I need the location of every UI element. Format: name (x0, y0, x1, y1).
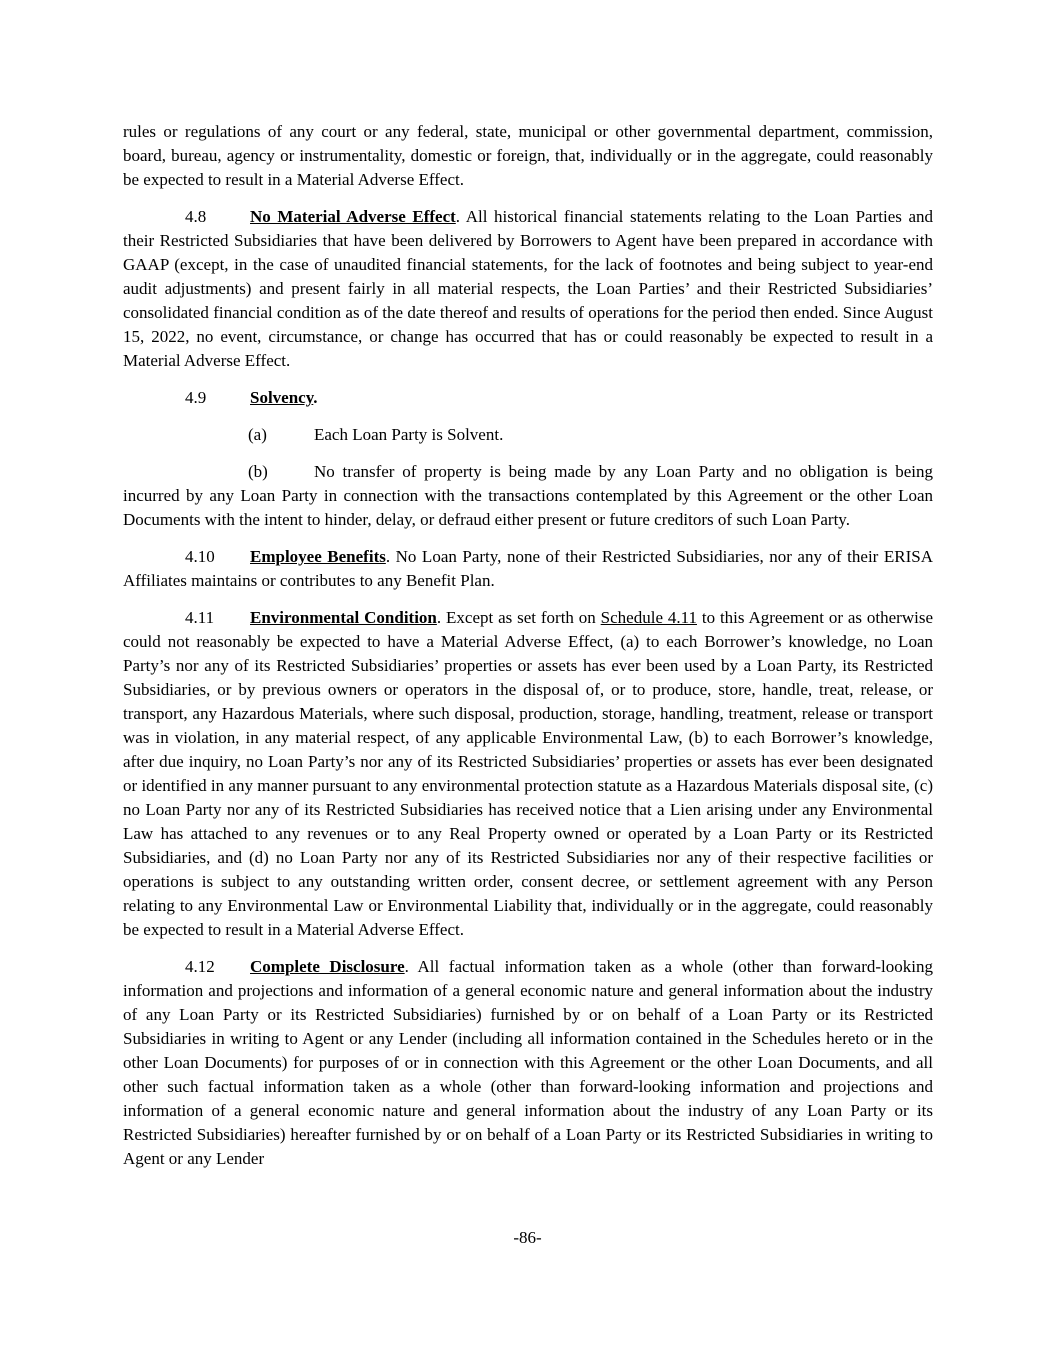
section-4-8 (123, 205, 933, 373)
section-4-12 (123, 955, 933, 1171)
section-number: 4.8 (185, 207, 207, 226)
section-number: 4.12 (185, 957, 215, 976)
subsection-text: Each Loan Party is Solvent. (314, 425, 504, 444)
section-4-10 (123, 545, 933, 593)
paragraph-continuation (123, 120, 933, 192)
section-heading: Employee Benefits (250, 547, 386, 566)
page-content (123, 120, 933, 1184)
subsection-a (123, 423, 933, 447)
section-heading-period: . (313, 388, 318, 407)
section-number: 4.9 (185, 388, 207, 407)
section-heading: No Material Adverse Effect (250, 207, 456, 226)
section-number: 4.11 (185, 608, 215, 627)
paragraph-text: rules or regulations of any court or any federal, state, municipal or other governmental department, commission, board, bureau, agency or instrumentality, domestic or foreign, that, individually or in the aggregate, could reasonably be expected to result in a Material Adverse Effect. (123, 122, 933, 189)
section-4-11 (123, 606, 933, 942)
subsection-label: (b) (248, 462, 268, 481)
section-4-9 (123, 386, 933, 410)
section-body: . All factual information taken as a whole (other than forward-looking information and projections and information of a general economic nature and general information about the industry of any Loan Party or its Restricted Subsidiaries) furnished by or on behalf of a Loan Party or its Restricted Subsidiaries in writing to Agent or any Lender (including all information contained in the Schedules hereto or in the other Loan Documents) for purposes of or in connection with this Agreement or the other Loan Documents, and all other such factual information taken as a whole (other than forward-looking information and projections and information of a general economic nature and general information about the industry of any Loan Party or its Restricted Subsidiaries) hereafter furnished by or on behalf of a Loan Party or its Restricted Subsidiaries in writing to Agent or any Lender (123, 957, 933, 1168)
section-body: . All historical financial statements relating to the Loan Parties and their Restricted Subsidiaries that have been delivered by Borrowers to Agent have been prepared in accordance with GAAP (except, in the case of unaudited financial statements, for the lack of footnotes and being subject to year-end audit adjustments) and present fairly in all material respects, the Loan Parties’ and their Restricted Subsidiaries’ consolidated financial condition as of the date thereof and results of operations for the period then ended. Since August 15, 2022, no event, circumstance, or change has occurred that has or could reasonably be expected to result in a Material Adverse Effect. (123, 207, 933, 370)
section-heading: Solvency (250, 388, 314, 407)
subsection-label: (a) (248, 425, 267, 444)
subsection-text: No transfer of property is being made by any Loan Party and no obligation is being incurred by any Loan Party in connection with the transactions contemplated by this Agreement or the other Loan Documents with the intent to hinder, delay, or defraud either present or future creditors of such Loan Party. (123, 462, 933, 529)
section-body-before-link: . Except as set forth on (436, 608, 601, 627)
section-number: 4.10 (185, 547, 215, 566)
section-heading: Environmental Condition (250, 608, 437, 627)
section-body: . No Loan Party, none of their Restricted Subsidiaries, nor any of their ERISA Affiliates maintains or contributes to any Benefit Plan. (123, 547, 933, 590)
section-body-after-link: to this Agreement or as otherwise could not reasonably be expected to have a Material Adverse Effect, (a) to each Borrower’s knowledge, no Loan Party’s nor any of its Restricted Subsidiaries’ properties or assets has ever been used by a Loan Party, its Restricted Subsidiaries, or by previous owners or operators in the disposal of, or to produce, store, handle, treat, release, or transport, any Hazardous Materials, where such disposal, production, storage, handling, treatment, release or transport was in violation, in any material respect, of any applicable Environmental Law, (b) to each Borrower’s knowledge, after due inquiry, no Loan Party’s nor any of its Restricted Subsidiaries’ properties or assets has ever been designated or identified in any manner pursuant to any environmental protection statute as a Hazardous Materials disposal site, (c) no Loan Party nor any of its Restricted Subsidiaries has received notice that a Lien arising under any Environmental Law has attached to any revenues or to any Real Property owned or operated by a Loan Party or its Restricted Subsidiaries, and (d) no Loan Party nor any of its Restricted Subsidiaries nor any of their respective facilities or operations is subject to any outstanding written order, consent decree, or settlement agreement with any Person relating to any Environmental Law or Environmental Liability that, individually or in the aggregate, could reasonably be expected to result in a Material Adverse Effect. (123, 608, 934, 939)
schedule-cross-reference: Schedule 4.11 (600, 608, 697, 627)
section-heading: Complete Disclosure (250, 957, 405, 976)
page-number-footer: -86- (513, 1228, 542, 1247)
subsection-b (123, 460, 933, 532)
